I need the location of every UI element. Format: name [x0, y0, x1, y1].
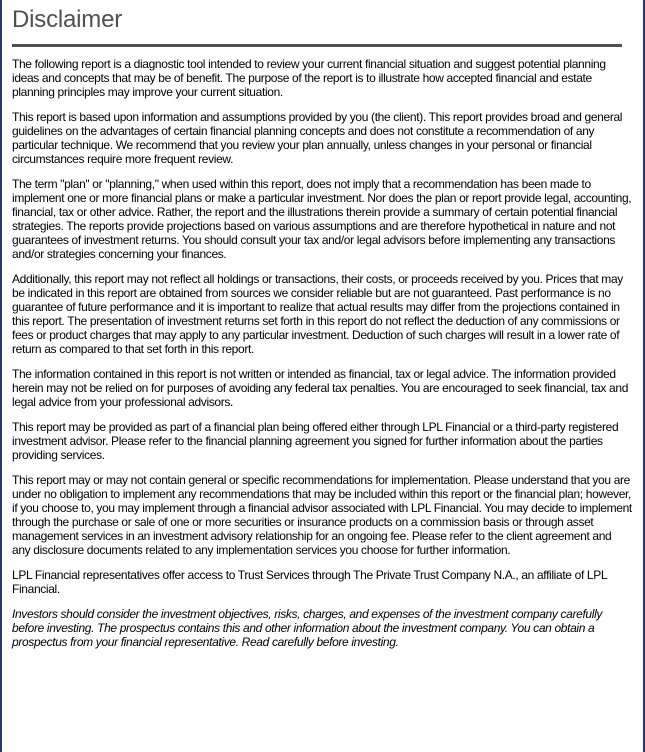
paragraph-not-advice: The information contained in this report is not written or intended as financial, tax or legal advice. The information provided herein may not be relied on for purposes of avoiding any federal tax penalties. You are encouraged to seek financial, tax and legal advice from your professional advisors. [12, 367, 629, 409]
paragraph-diagnostic-tool: The following report is a diagnostic tool intended to review your current financial situation and suggest potential planning ideas and concepts that may be of benefit. The purpose of the report is to illustrate how accepted financial and estate planning principles may improve your current situation. [12, 57, 606, 99]
paragraph-trust-services: LPL Financial representatives offer access to Trust Services through The Private Trust Company N.A., an affiliate of LPL Financial. [12, 568, 607, 596]
paragraph-prospectus-notice: Investors should consider the investment objectives, risks, charges, and expenses of the investment company carefully before investing. The prospectus contains this and other information about the investment company. You can obtain a prospectus from your financial representative. Read carefully before investing. [12, 607, 603, 649]
disclaimer-body [12, 57, 632, 660]
paragraph-lpl-plan: This report may be provided as part of a financial plan being offered either through LPL Financial or a third-party registered investment advisor. Please refer to the financial planning agreement you signed for further information about the parties providing services. [12, 420, 619, 462]
paragraph-client-assumptions: This report is based upon information and assumptions provided by you (the client). This report provides broad and general guidelines on the advantages of certain financial planning concepts and does not constitute a recommendation of any particular technique. We recommend that you review your plan annually, unless changes in your personal or financial circumstances require more frequent review. [12, 110, 623, 166]
paragraph-plan-term: The term "plan" or "planning," when used within this report, does not imply that a recommendation has been made to implement one or more financial plans or make a particular investment. Nor does the plan or report provide legal, accounting, financial, tax or other advice. Rather, the report and the illustrations therein provide a summary of certain potential financial strategies. The reports provide projections based on various assumptions and are therefore hypothetical in nature and not guarantees of investment returns. You should consult your tax and/or legal advisors before implementing any transactions and/or strategies concerning your finances. [12, 177, 632, 261]
paragraph-holdings-prices: Additionally, this report may not reflect all holdings or transactions, their costs, or proceeds received by you. Prices that may be indicated in this report are obtained from sources we consider reliable but are not guaranteed. Past performance is no guarantee of future performance and it is important to realize that actual results may differ from the projections contained in this report. The presentation of investment returns set forth in this report do not reflect the deduction of any commissions or fees or product charges that may apply to any particular investment. Deduction of such charges will result in a lower rate of return as compared to that set forth in this report. [12, 272, 623, 356]
title-divider [12, 44, 622, 47]
page-title: Disclaimer [12, 6, 123, 33]
paragraph-recommendations: This report may or may not contain general or specific recommendations for implementation. Please understand that you are under no obligation to implement any recommendations that may be included within this report or the financial plan; however, if you choose to, you may implement through a financial advisor associated with LPL Financial. You may decide to implement through the purchase or sale of one or more securities or insurance products on a commission basis or through asset management services in an investment advisory relationship for an ongoing fee. Please refer to the client agreement and any disclosure documents related to any implementation services you choose for further information. [12, 473, 632, 557]
